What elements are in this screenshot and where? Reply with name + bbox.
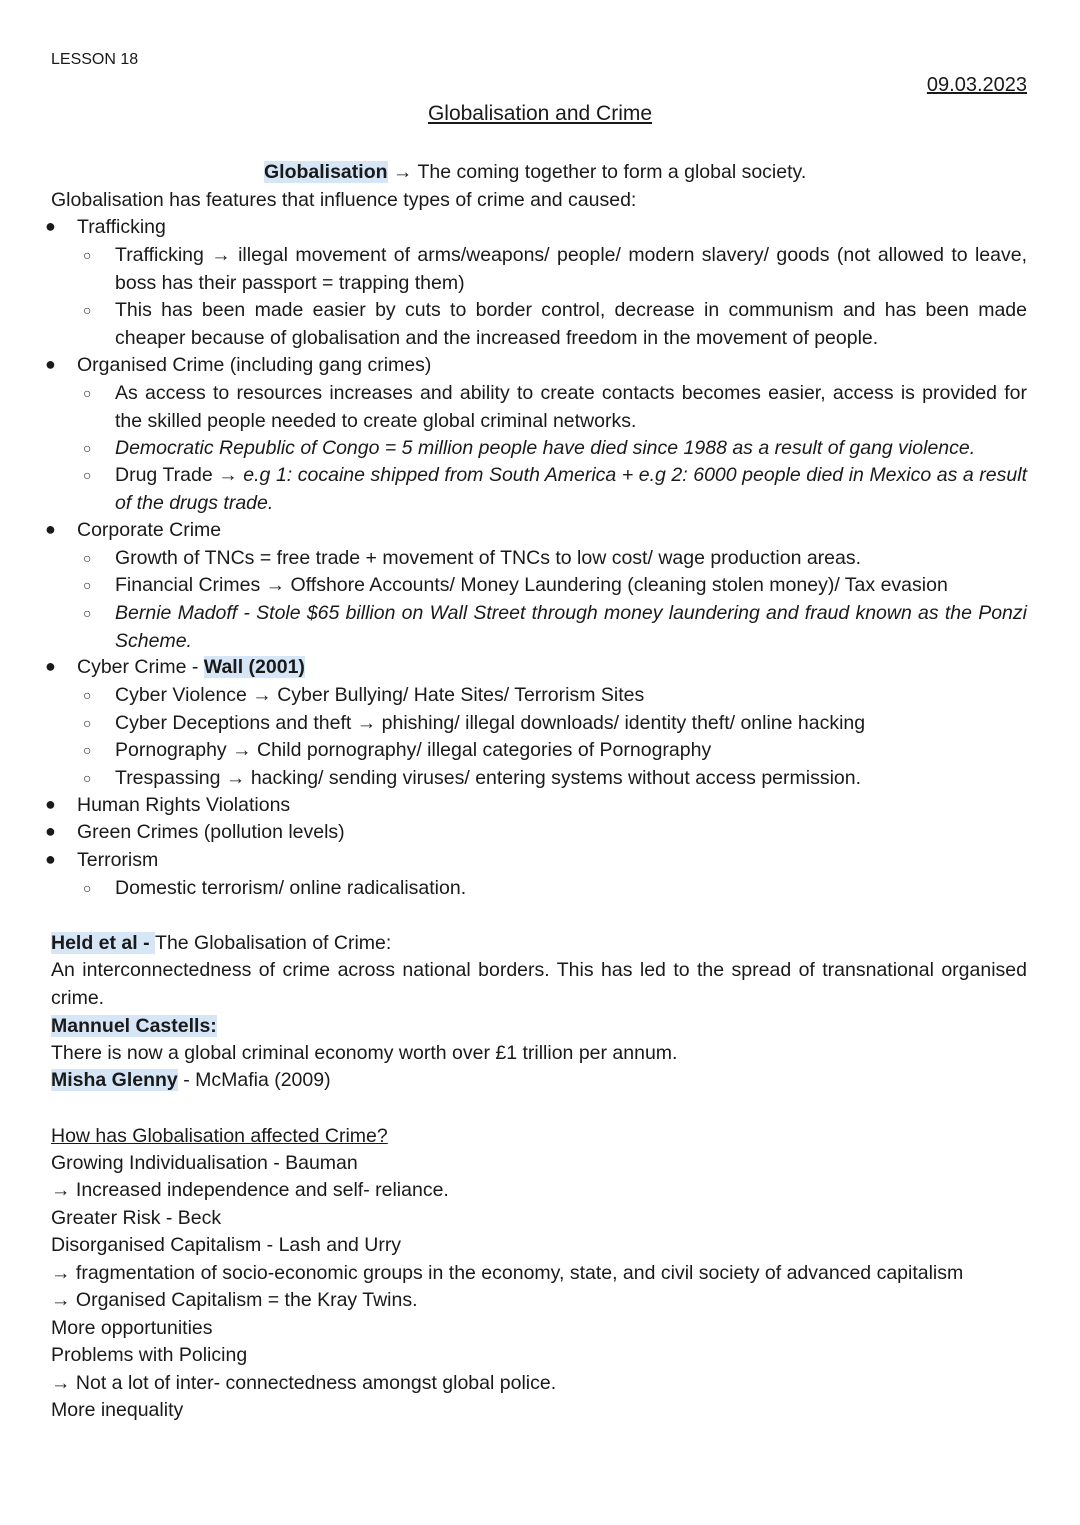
- bullet-icon: ●: [45, 821, 56, 841]
- castells-name: Mannuel Castells:: [51, 1015, 217, 1037]
- corporate-item-3: Bernie Madoff - Stole $65 billion on Wall Street through money laundering and fraud known as the Ponzi Scheme.: [115, 602, 1027, 652]
- section-terrorism-label: Terrorism: [77, 849, 159, 871]
- held-name: Held et al -: [51, 932, 156, 954]
- date: 09.03.2023: [926, 74, 1027, 96]
- castells-heading: [51, 1013, 1027, 1041]
- affected-line: More opportunities: [51, 1317, 213, 1339]
- trafficking-item-2: This has been made easier by cuts to border control, decrease in communism and has been made cheaper because of globalisation and the increased freedom in the movement of people.: [115, 299, 1027, 349]
- cyber-label-text: Cyber Crime -: [77, 656, 204, 678]
- sub-bullet-icon: ○: [83, 715, 92, 731]
- organised-item-1: As access to resources increases and ability to create contacts becomes easier, access is provided for the skilled people needed to create global criminal networks.: [115, 382, 1027, 432]
- sub-bullet-icon: ○: [83, 770, 92, 786]
- affected-line: → Not a lot of inter- connectedness amongst global police.: [51, 1372, 557, 1394]
- intro-text: Globalisation has features that influence types of crime and caused:: [51, 189, 637, 211]
- drug-trade-lead: Drug Trade →: [115, 464, 244, 486]
- affected-line: Growing Individualisation - Bauman: [51, 1152, 358, 1174]
- bullet-icon: ●: [45, 656, 56, 676]
- glenny-name: Misha Glenny: [51, 1069, 178, 1091]
- section-green-label: Green Crimes (pollution levels): [77, 821, 345, 843]
- organised-item-3: [115, 462, 1027, 517]
- section-human-rights-label: Human Rights Violations: [77, 794, 291, 816]
- cyber-item-2: Cyber Deceptions and theft → phishing/ illegal downloads/ identity theft/ online hacking: [115, 712, 866, 734]
- corporate-item-1: Growth of TNCs = free trade + movement of TNCs to low cost/ wage production areas.: [115, 547, 862, 569]
- held-title: The Globalisation of Crime:: [155, 932, 392, 954]
- bullet-icon: ●: [45, 794, 56, 814]
- definition-text: → The coming together to form a global society.: [387, 161, 807, 183]
- affected-heading: How has Globalisation affected Crime?: [51, 1125, 388, 1147]
- section-cyber-label: [77, 656, 305, 679]
- terrorism-item-1: Domestic terrorism/ online radicalisation.: [115, 877, 467, 899]
- affected-line: → Organised Capitalism = the Kray Twins.: [51, 1289, 418, 1311]
- sub-bullet-icon: ○: [83, 880, 92, 896]
- section-organised-label: Organised Crime (including gang crimes): [77, 354, 432, 376]
- sub-bullet-icon: ○: [83, 550, 92, 566]
- sub-bullet-icon: ○: [83, 467, 92, 483]
- bullet-icon: ●: [45, 216, 56, 236]
- cyber-item-4: Trespassing → hacking/ sending viruses/ entering systems without access permission.: [115, 767, 862, 789]
- affected-line: More inequality: [51, 1399, 184, 1421]
- section-corporate-label: Corporate Crime: [77, 519, 222, 541]
- definition-term: Globalisation: [264, 161, 388, 183]
- affected-line: → Increased independence and self- reliance.: [51, 1179, 449, 1201]
- sub-bullet-icon: ○: [83, 440, 92, 456]
- lesson-number: LESSON 18: [51, 51, 139, 68]
- globalisation-definition: [264, 161, 806, 184]
- held-text: An interconnectedness of crime across national borders. This has led to the spread of transnational organised crime.: [51, 959, 1027, 1009]
- affected-line: Problems with Policing: [51, 1344, 248, 1366]
- sub-bullet-icon: ○: [83, 742, 92, 758]
- corporate-item-2: Financial Crimes → Offshore Accounts/ Money Laundering (cleaning stolen money)/ Tax evasion: [115, 574, 948, 596]
- bullet-icon: ●: [45, 354, 56, 374]
- glenny-text: - McMafia (2009): [177, 1069, 331, 1091]
- sub-bullet-icon: ○: [83, 577, 92, 593]
- organised-item-2: Democratic Republic of Congo = 5 million people have died since 1988 as a result of gang violence.: [115, 437, 976, 459]
- bullet-icon: ●: [45, 519, 56, 539]
- cyber-item-3: Pornography → Child pornography/ illegal categories of Pornography: [115, 739, 712, 761]
- sub-bullet-icon: ○: [83, 247, 92, 263]
- castells-text: There is now a global criminal economy worth over £1 trillion per annum.: [51, 1042, 678, 1064]
- sub-bullet-icon: ○: [83, 302, 92, 318]
- sub-bullet-icon: ○: [83, 687, 92, 703]
- bullet-icon: ●: [45, 849, 56, 869]
- cyber-reference: Wall (2001): [203, 656, 305, 678]
- affected-line: Disorganised Capitalism - Lash and Urry: [51, 1234, 402, 1256]
- sub-bullet-icon: ○: [83, 605, 92, 621]
- page-title: Globalisation and Crime: [427, 102, 653, 125]
- trafficking-item-1: Trafficking → illegal movement of arms/weapons/ people/ modern slavery/ goods (not allowed to leave, boss has their passport = trapping them): [115, 244, 1027, 294]
- glenny-line: [51, 1067, 1027, 1095]
- section-trafficking-label: Trafficking: [77, 216, 166, 238]
- held-heading: [51, 930, 1027, 958]
- cyber-item-1: Cyber Violence → Cyber Bullying/ Hate Sites/ Terrorism Sites: [115, 684, 645, 706]
- sub-bullet-icon: ○: [83, 385, 92, 401]
- drug-trade-examples: e.g 1: cocaine shipped from South America + e.g 2: 6000 people died in Mexico as a result of the drugs trade.: [115, 464, 1027, 514]
- affected-line: Greater Risk - Beck: [51, 1207, 222, 1229]
- affected-line: → fragmentation of socio-economic groups in the economy, state, and civil society of advanced capitalism: [51, 1262, 964, 1284]
